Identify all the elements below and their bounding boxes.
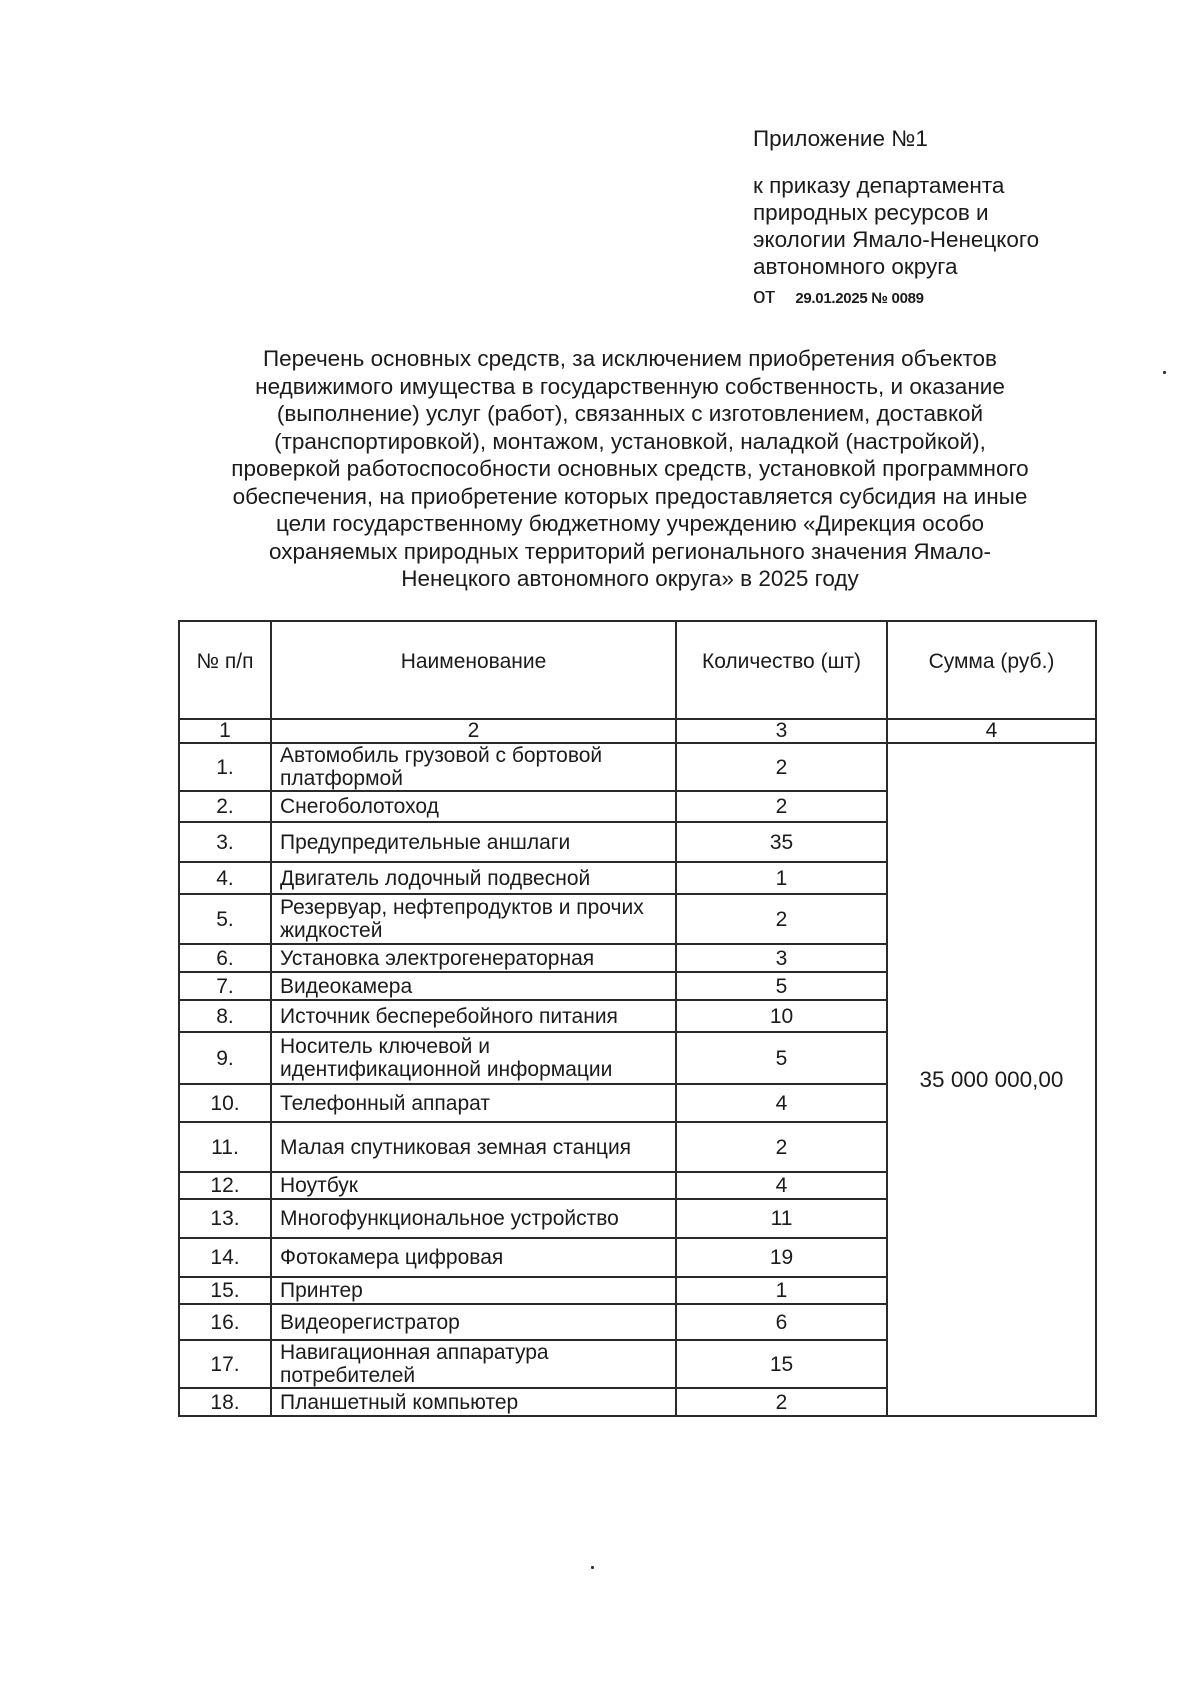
row-number: 7.	[179, 972, 271, 1000]
item-quantity: 5	[676, 972, 887, 1000]
appendix-line: природных ресурсов и	[753, 200, 989, 225]
appendix-block	[753, 125, 1093, 312]
title-line: проверкой работоспособности основных средств, установкой программного	[231, 456, 1029, 481]
item-quantity: 2	[676, 743, 887, 791]
item-name: Носитель ключевой и идентификационной информации	[271, 1032, 676, 1084]
item-quantity: 2	[676, 894, 887, 944]
item-quantity: 1	[676, 862, 887, 894]
total-sum: 35 000 000,00	[887, 743, 1096, 1416]
item-quantity: 3	[676, 944, 887, 972]
item-name: Предупредительные аншлаги	[271, 822, 676, 862]
item-name: Снегоболотоход	[271, 791, 676, 822]
title-line: (транспортировкой), монтажом, установкой, наладкой (настройкой),	[274, 428, 986, 454]
row-number: 5.	[179, 894, 271, 944]
item-quantity: 19	[676, 1238, 887, 1277]
item-quantity: 35	[676, 822, 887, 862]
item-quantity: 2	[676, 1388, 887, 1416]
appendix-line: автономного округа	[753, 254, 958, 279]
item-quantity: 1	[676, 1277, 887, 1304]
item-quantity: 2	[676, 1122, 887, 1172]
order-date-line	[753, 282, 1093, 312]
order-date-number: 29.01.2025 № 0089	[795, 290, 924, 307]
header-qty: Количество (шт)	[676, 621, 887, 719]
row-number: 14.	[179, 1238, 271, 1277]
column-index: 4	[887, 719, 1096, 743]
title-line: (выполнение) услуг (работ), связанных с изготовлением, доставкой	[276, 401, 984, 426]
row-number: 15.	[179, 1277, 271, 1304]
row-number: 10.	[179, 1084, 271, 1122]
item-name: Навигационная аппаратура потребителей	[271, 1340, 676, 1388]
header-num: № п/п	[179, 621, 271, 719]
row-number: 9.	[179, 1032, 271, 1084]
row-number: 17.	[179, 1340, 271, 1388]
item-name: Ноутбук	[271, 1172, 676, 1199]
item-name: Планшетный компьютер	[271, 1388, 676, 1416]
column-index: 2	[271, 719, 676, 743]
item-name: Двигатель лодочный подвесной	[271, 862, 676, 894]
item-quantity: 11	[676, 1199, 887, 1238]
column-index: 1	[179, 719, 271, 743]
appendix-line: экологии Ямало-Ненецкого	[753, 227, 1040, 252]
title-line: обеспечения, на приобретение которых предоставляется субсидия на иные	[232, 483, 1028, 509]
header-sum: Сумма (руб.)	[887, 621, 1096, 719]
row-number: 13.	[179, 1199, 271, 1238]
column-index-row	[179, 719, 1096, 743]
row-number: 18.	[179, 1388, 271, 1416]
row-number: 11.	[179, 1122, 271, 1172]
title-line: Перечень основных средств, за исключением приобретения объектов	[262, 346, 998, 371]
table-row	[179, 743, 1096, 791]
table-header-row	[179, 621, 1096, 719]
column-index: 3	[676, 719, 887, 743]
equipment-table	[178, 620, 1097, 1417]
item-quantity: 5	[676, 1032, 887, 1084]
row-number: 3.	[179, 822, 271, 862]
title-line: недвижимого имущества в государственную собственность, и оказание	[255, 373, 1005, 399]
item-name: Телефонный аппарат	[271, 1084, 676, 1122]
title-line: Ненецкого автономного округа» в 2025 году	[401, 566, 859, 591]
item-name: Малая спутниковая земная станция	[271, 1122, 676, 1172]
header-name: Наименование	[271, 621, 676, 719]
item-quantity: 6	[676, 1304, 887, 1340]
item-name: Многофункциональное устройство	[271, 1199, 676, 1238]
appendix-line: к приказу департамента	[753, 173, 1005, 198]
row-number: 4.	[179, 862, 271, 894]
row-number: 2.	[179, 791, 271, 822]
item-name: Резервуар, нефтепродуктов и прочих жидкостей	[271, 894, 676, 944]
appendix-title: Приложение №1	[753, 126, 928, 151]
row-number: 6.	[179, 944, 271, 972]
item-name: Установка электрогенераторная	[271, 944, 676, 972]
title-line: цели государственному бюджетному учреждению «Дирекция особо	[275, 511, 985, 536]
item-quantity: 2	[676, 791, 887, 822]
scan-speck	[1163, 371, 1166, 374]
row-number: 1.	[179, 743, 271, 791]
document-title	[160, 345, 1100, 593]
item-name: Видеорегистратор	[271, 1304, 676, 1340]
item-name: Видеокамера	[271, 972, 676, 1000]
item-quantity: 4	[676, 1084, 887, 1122]
item-name: Источник бесперебойного питания	[271, 1000, 676, 1032]
item-name: Принтер	[271, 1277, 676, 1304]
row-number: 16.	[179, 1304, 271, 1340]
item-quantity: 4	[676, 1172, 887, 1199]
item-name: Автомобиль грузовой с бортовой платформой	[271, 743, 676, 791]
row-number: 12.	[179, 1172, 271, 1199]
title-line: охраняемых природных территорий регионального значения Ямало-	[268, 538, 992, 564]
item-name: Фотокамера цифровая	[271, 1238, 676, 1277]
row-number: 8.	[179, 1000, 271, 1032]
scan-speck	[591, 1566, 594, 1569]
item-quantity: 15	[676, 1340, 887, 1388]
date-prefix: от	[753, 283, 776, 308]
table-body	[179, 743, 1096, 1416]
item-quantity: 10	[676, 1000, 887, 1032]
